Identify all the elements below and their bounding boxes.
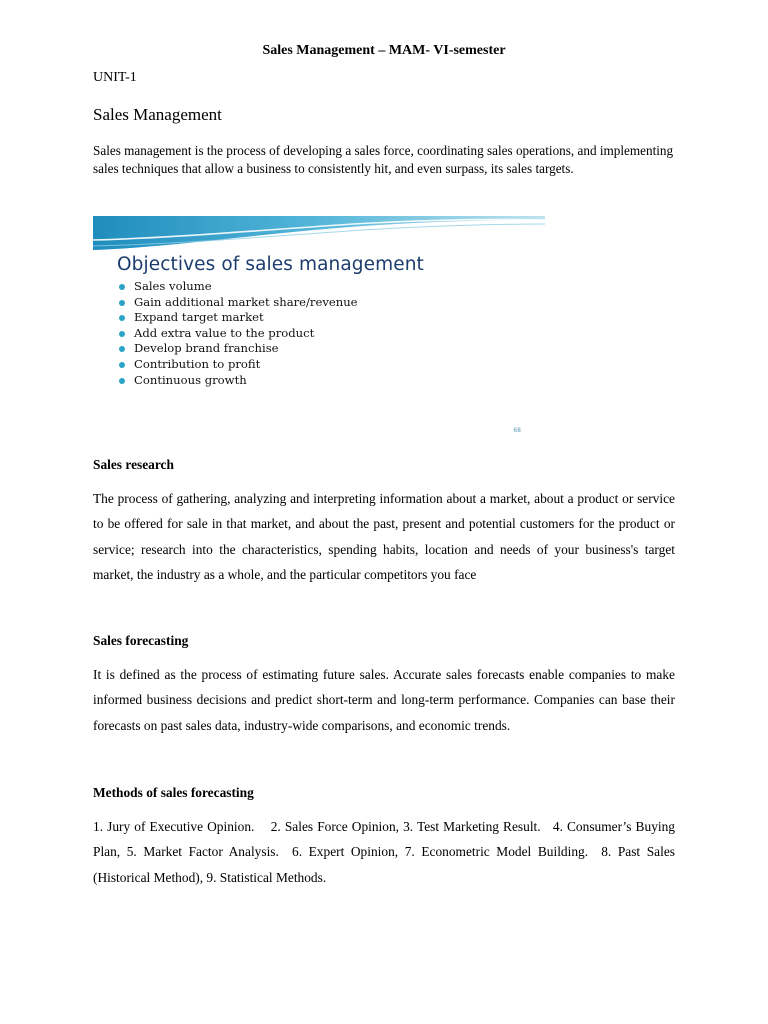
objectives-slide-image (93, 216, 545, 440)
forecasting-methods-heading: Methods of sales forecasting (93, 785, 254, 800)
forecasting-methods-paragraph: 1. Jury of Executive Opinion. 2. Sales Force Opinion, 3. Test Marketing Result. 4. Consumer’s Buying Plan, 5. Market Factor Analysis. 6. Expert Opinion, 7. Econometric Model Building. 8. Past Sales (Historical Method), 9. Statistical Methods. (93, 819, 679, 885)
list-item: Continuous growth (119, 373, 358, 389)
bullet-dot-icon (119, 284, 125, 290)
list-item: Expand target market (119, 310, 358, 326)
slide-title: Objectives of sales management (117, 254, 424, 275)
list-item: Sales volume (119, 279, 358, 295)
slide-wave-decoration (93, 216, 545, 256)
list-item: Gain additional market share/revenue (119, 295, 358, 311)
document-title: Sales Management – MAM- VI-semester (262, 43, 506, 58)
bullet-dot-icon (119, 300, 125, 306)
bullet-dot-icon (119, 331, 125, 337)
bullet-dot-icon (119, 378, 125, 384)
objectives-list (119, 279, 358, 388)
list-item: Develop brand franchise (119, 341, 358, 357)
slide-page-number: 68 (513, 427, 521, 434)
list-item: Add extra value to the product (119, 326, 358, 342)
intro-paragraph: Sales management is the process of developing a sales force, coordinating sales operations, and implementing sales techniques that allow a business to consistently hit, and even surpass, its sales targets. (93, 143, 674, 176)
list-item: Contribution to profit (119, 357, 358, 373)
sales-research-paragraph: The process of gathering, analyzing and interpreting information about a market, about a product or service to be offered for sale in that market, and about the past, present and potential customers for the product or service; research into the characteristics, spending habits, location and needs of your business's target market, the industry as a whole, and the particular competitors you face (93, 491, 675, 582)
bullet-dot-icon (119, 315, 125, 321)
unit-label: UNIT-1 (93, 70, 137, 85)
bullet-dot-icon (119, 362, 125, 368)
sales-forecasting-paragraph: It is defined as the process of estimating future sales. Accurate sales forecasts enable companies to make informed business decisions and predict short-term and long-term performance. Companies can base their forecasts on past sales data, industry-wide comparisons, and economic trends. (93, 667, 675, 733)
sales-research-heading: Sales research (93, 457, 174, 472)
bullet-dot-icon (119, 346, 125, 352)
main-heading: Sales Management (93, 105, 222, 124)
sales-forecasting-heading: Sales forecasting (93, 633, 189, 648)
